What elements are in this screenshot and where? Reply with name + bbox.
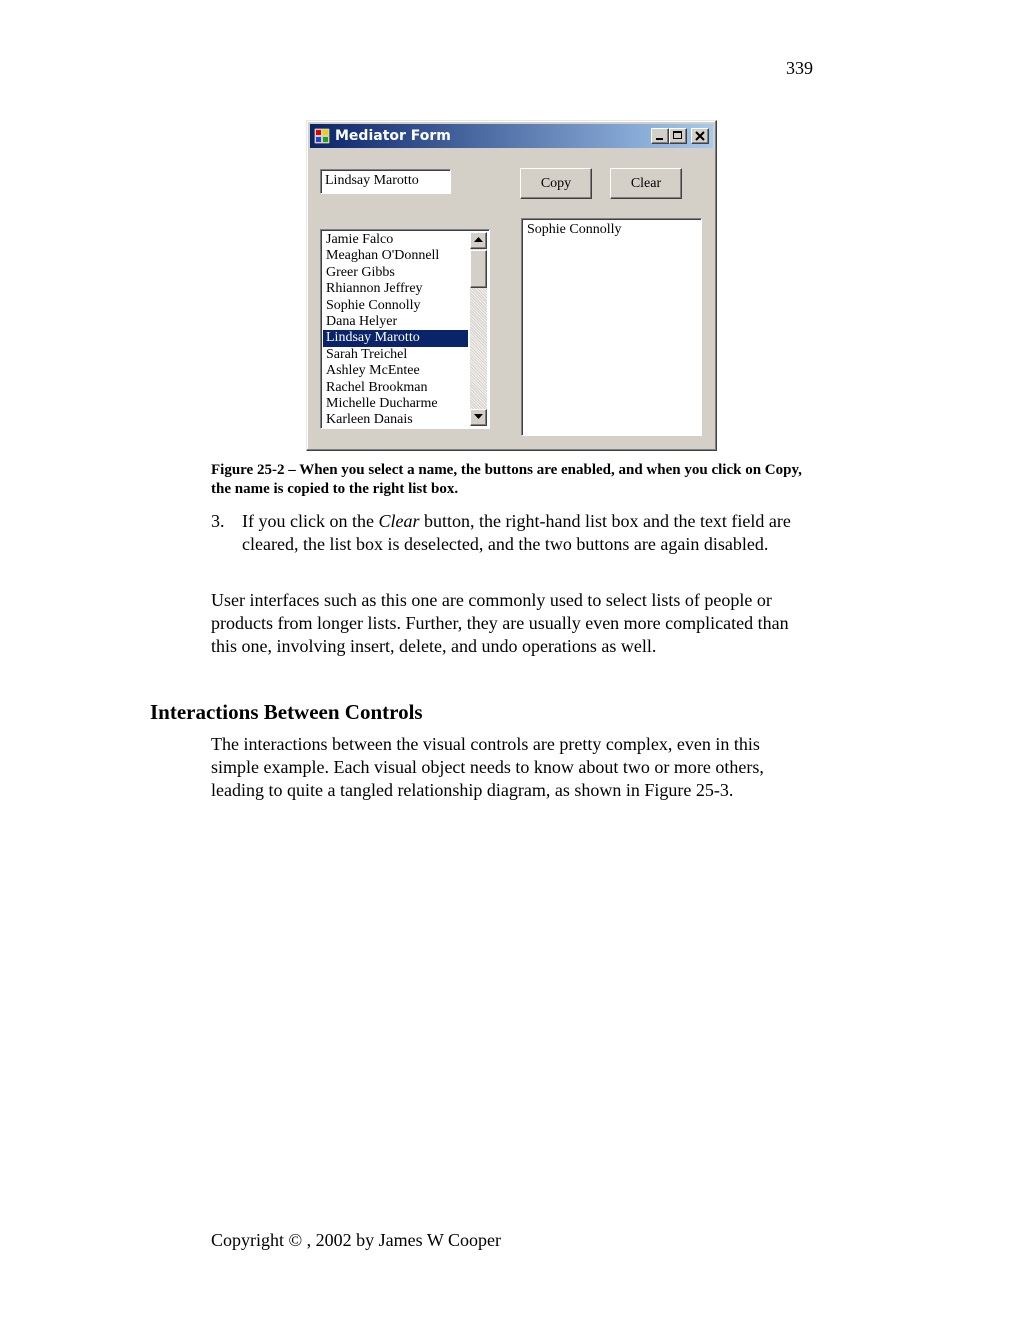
- list-item[interactable]: Sophie Connolly: [527, 222, 622, 237]
- step-number: 3.: [211, 511, 225, 531]
- list-item[interactable]: Ashley McEntee: [326, 363, 420, 379]
- scroll-up-arrow-icon[interactable]: [470, 232, 487, 249]
- section-heading: Interactions Between Controls: [150, 700, 423, 724]
- minimize-icon[interactable]: [651, 128, 669, 144]
- copied-names-list-box[interactable]: [521, 218, 702, 436]
- window-title: Mediator Form: [335, 128, 451, 144]
- clear-button[interactable]: Clear: [610, 168, 682, 199]
- numbered-step: [211, 510, 811, 555]
- names-list-box[interactable]: [320, 229, 490, 429]
- list-item[interactable]: Meaghan O'Donnell: [326, 248, 440, 264]
- list-item[interactable]: Lindsay Marotto: [323, 330, 468, 346]
- list-item[interactable]: Karleen Danais: [326, 412, 413, 428]
- step-emphasis: Clear: [378, 511, 420, 531]
- paragraph: The interactions between the visual controls are pretty complex, even in this simple example. Each visual object needs to know about two or more others, leading to quite a tangled relationship diagram, as shown in Figure 25-3.: [211, 734, 764, 800]
- step-text: [242, 510, 811, 555]
- maximize-icon[interactable]: [669, 128, 687, 144]
- title-bar[interactable]: [310, 124, 713, 148]
- name-text-field[interactable]: Lindsay Marotto: [320, 169, 451, 194]
- step-text-before: If you click on the: [242, 511, 379, 531]
- list-item[interactable]: Rhiannon Jeffrey: [326, 281, 423, 297]
- step-text-after: button, the right-hand list box and the text field are cleared, the list box is deselected, and the two buttons are again disabled.: [242, 511, 791, 554]
- list-scrollbar[interactable]: [470, 232, 487, 426]
- list-item[interactable]: Greer Gibbs: [326, 264, 395, 280]
- names-list-items: [323, 232, 468, 429]
- copyright-footer: Copyright © , 2002 by James W Cooper: [211, 1230, 501, 1250]
- list-item[interactable]: Rachel Brookman: [326, 379, 428, 395]
- app-icon: [314, 128, 330, 144]
- figure-caption: Figure 25-2 – When you select a name, the buttons are enabled, and when you click on Copy, the name is copied to the right list box.: [211, 462, 802, 497]
- list-item[interactable]: Sarah Treichel: [326, 346, 408, 362]
- close-icon[interactable]: [691, 128, 709, 144]
- copy-button[interactable]: Copy: [520, 168, 592, 199]
- list-item[interactable]: Jamie Falco: [326, 232, 394, 247]
- page-number: 339: [786, 58, 813, 78]
- list-item[interactable]: Dana Helyer: [326, 313, 398, 329]
- paragraph: User interfaces such as this one are commonly used to select lists of people or products from longer lists. Further, they are usually even more complicated than this one, involving insert, delete, and undo operations as well.: [211, 590, 789, 656]
- scroll-thumb[interactable]: [470, 250, 487, 288]
- list-item[interactable]: Sophie Connolly: [326, 297, 421, 313]
- list-item[interactable]: Michelle Ducharme: [326, 395, 438, 411]
- scroll-down-arrow-icon[interactable]: [470, 409, 487, 426]
